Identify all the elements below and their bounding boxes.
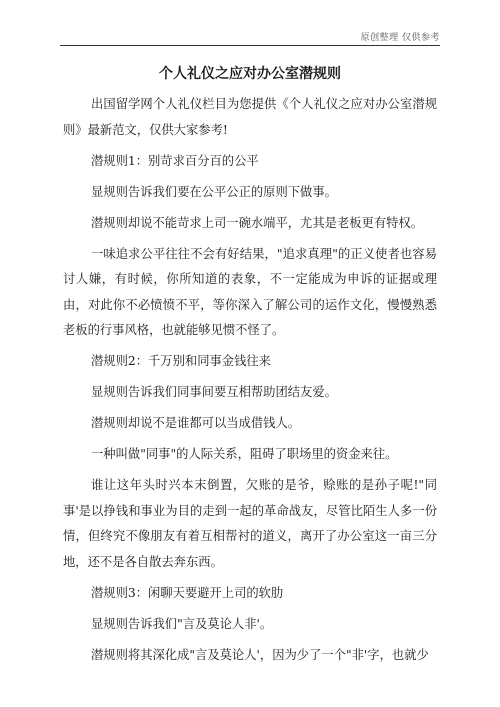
document-title: 个人礼仪之应对办公室潜规则 [159, 66, 341, 82]
paragraph: 显规则告诉我们要在公平公正的原则下做事。 [91, 184, 337, 199]
paragraph-rule-1-heading: 潜规则1：别苛求百分百的公平 [91, 153, 259, 168]
paragraph: 潜规则却说不是谁都可以当成借钱人。 [91, 416, 301, 430]
paragraph: 显规则告诉我们"言及莫论人非'。 [91, 616, 273, 631]
paragraph: 显规则告诉我们同事间要互相帮助团结友爱。 [91, 385, 337, 399]
paragraph: 潜规则却说不能苛求上司一碗水端平，尤其是老板更有特权。 [91, 215, 424, 230]
paragraph-intro: 出国留学网个人礼仪栏目为您提供《个人礼仪之应对办公室潜规则》最新范文，仅供大家参考! [63, 97, 437, 137]
page-header [60, 0, 440, 46]
paragraph-rule-2-heading: 潜规则2：千万别和同事金钱往来 [91, 354, 271, 368]
paragraph: 一种叫做"同事"的人际关系，阻碍了职场里的资金来往。 [91, 447, 398, 461]
paragraph-rule-3-heading: 潜规则3：闲聊天要避开上司的软肋 [91, 585, 284, 600]
paragraph: 谁让这年头时兴本末倒置，欠账的是爷，赊账的是孙子呢!"同事'是以挣钱和事业为目的走到一起的革命战友，尽管比陌生人多一份情，但终究不像朋友有着互相帮衬的道义，离开了办公室这一亩三分地，还不是各自散去奔东西。 [63, 478, 437, 569]
paragraph: 一味追求公平往往不会有好结果，"追求真理"的正义使者也容易讨人嫌，有时候，你所知道的表象，不一定能成为申诉的证据或理由，对此你不必愤愤不平，等你深入了解公司的运作文化，慢慢熟悉老板的行事风格，也就能够见惯不怪了。 [63, 246, 437, 337]
document-body [63, 64, 437, 674]
header-text: 原创整理 仅供参考 [360, 33, 440, 43]
header-rule [60, 45, 440, 46]
paragraph: 潜规则将其深化成"言及莫论人'，因为少了一个"非'字，也就少 [91, 647, 429, 662]
